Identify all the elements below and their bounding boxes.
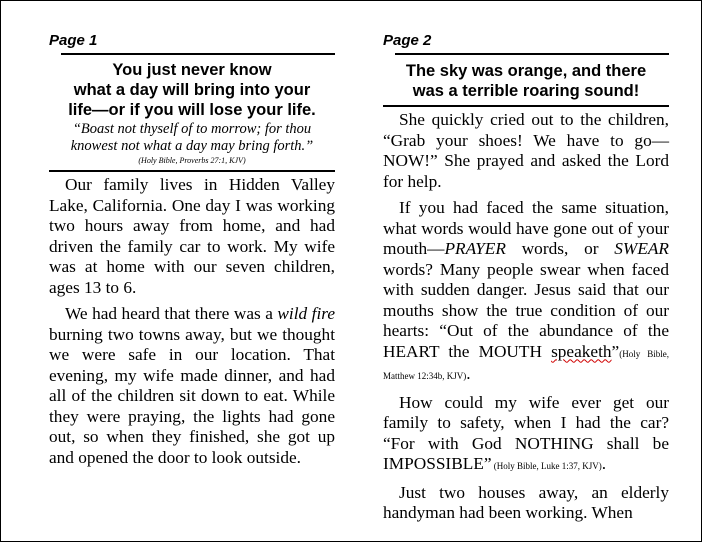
inline-citation: (Holy Bible, Luke 1:37, KJV) bbox=[491, 461, 602, 471]
emphasis-text: PRAYER bbox=[444, 239, 506, 258]
page-2-column bbox=[383, 31, 669, 530]
text-run: words? Many people swear when faced with sudden danger. Jesus said that our mouths show the true condition of our hearts: “Out of the abundance of the HEART the MOUTH bbox=[383, 259, 669, 361]
page-1-top-rule bbox=[61, 53, 335, 55]
page-2-bottom-rule bbox=[383, 105, 669, 107]
headline-line: The sky was orange, and there bbox=[405, 62, 647, 80]
page-2-label: Page 2 bbox=[383, 32, 432, 49]
text-run: How could my wife ever get our family to safety, when I had the car? “For with God NOTHING shall be IMPOSSIBLE” bbox=[383, 392, 669, 473]
headline-line: what a day will bring into your bbox=[73, 81, 311, 99]
inline-citation: (Holy Bible, Matthew 12:34b, KJV) bbox=[383, 348, 669, 381]
text-run: We had heard that there was a bbox=[65, 304, 278, 323]
spellcheck-flagged-word: speaketh bbox=[551, 341, 612, 361]
headline-line: life—or if you will lose your life. bbox=[68, 101, 316, 119]
text-run: If you had faced the same situation, what words would have gone out of your mouth— bbox=[383, 198, 669, 258]
paragraph bbox=[49, 304, 335, 468]
paragraph: Just two houses away, an elderly handyman had been working. When bbox=[383, 482, 669, 522]
paragraph bbox=[383, 393, 669, 477]
page-1-body bbox=[49, 175, 335, 468]
page-1-bottom-rule bbox=[49, 170, 335, 172]
page-1-headline bbox=[49, 60, 335, 120]
text-run: burning two towns away, but we thought we were safe in our location. That evening, my wife made dinner, and had all of the children sit down to eat. While they were praying, the lights had gone out, so when they finished, she got up and opened the door to look outside. bbox=[49, 324, 335, 467]
page-1-citation: (Holy Bible, Proverbs 27:1, KJV) bbox=[138, 156, 246, 165]
paragraph: She quickly cried out to the children, “Grab your shoes! We have to go—NOW!” She prayed and asked the Lord for help. bbox=[383, 110, 669, 191]
page-1-label: Page 1 bbox=[49, 32, 98, 49]
text-run: words, or bbox=[505, 239, 615, 258]
paragraph bbox=[383, 198, 669, 387]
quote-line: “Boast not thyself of to morrow; for thou bbox=[72, 121, 312, 137]
text-run: . bbox=[601, 454, 607, 473]
page-1-column bbox=[49, 31, 335, 474]
page-1-scripture-quote bbox=[49, 121, 335, 155]
paragraph: Our family lives in Hidden Valley Lake, California. One day I was working two hours away from home, and had driven the family car to work. My wife was at home with our seven children, ages 13 to 6. bbox=[49, 175, 335, 297]
page-2-headline bbox=[383, 61, 669, 101]
page-2-top-rule bbox=[395, 53, 669, 55]
quote-line: knowest not what a day may bring forth.” bbox=[70, 138, 314, 154]
page-2-body bbox=[383, 110, 669, 524]
text-run: ” bbox=[611, 341, 620, 361]
emphasis-text: wild fire bbox=[277, 304, 335, 323]
text-run: . bbox=[466, 364, 471, 383]
headline-line: You just never know bbox=[112, 61, 272, 79]
headline-line: was a terrible roaring sound! bbox=[412, 82, 640, 100]
emphasis-text: SWEAR bbox=[614, 239, 669, 258]
